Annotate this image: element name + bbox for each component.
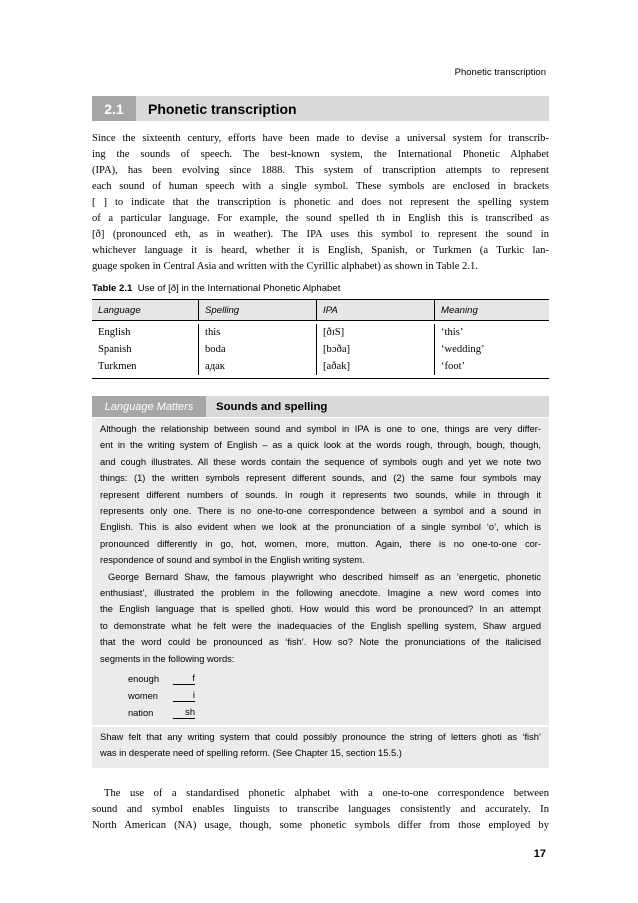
intro-line: guage spoken in Central Asia and written with the Cyrillic alphabet) as shown in Table 2.1. <box>92 261 478 272</box>
example-word: nation <box>128 707 154 718</box>
example-item <box>128 704 195 721</box>
example-sound: sh <box>173 707 195 719</box>
header-ipa: IPA <box>316 300 434 320</box>
language-matters-heading <box>92 396 549 417</box>
lm-line: the English language that is spelled ghoti. How would this word be pronounced? In an attempt <box>100 604 541 615</box>
cell-meaning: ‘this’ <box>434 324 549 341</box>
example-sound: f <box>173 673 195 685</box>
example-word: women <box>128 690 158 701</box>
intro-line: each sound of human speech with a single symbol. These symbols are enclosed in brackets <box>92 181 549 192</box>
box-divider <box>92 725 549 727</box>
cell-ipa: [ðɪS] <box>316 324 434 341</box>
intro-line: [ð] (pronounced eth, as in weather). The IPA uses this symbol to represent the sound in <box>92 229 549 240</box>
example-sound: i <box>173 690 195 702</box>
lm-line: pronounced differently in go, hot, women, more, mutton. Again, there is no one-to-one cor- <box>100 538 541 549</box>
ghoti-example-list <box>128 670 195 687</box>
section-heading-bar <box>92 96 549 121</box>
cell-meaning: ‘foot’ <box>434 358 549 375</box>
lm-line: Shaw felt that any writing system that could possibly pronounce the string of letters ghoti as ‘fish’ <box>100 732 541 742</box>
table-caption-label: Table 2.1 <box>92 283 133 294</box>
intro-paragraph <box>92 131 549 275</box>
cell-language: Turkmen <box>98 361 137 372</box>
closing-line: sound and symbol enables linguists to transcribe languages consistently and accurately. In <box>92 803 549 815</box>
language-matters-conclusion <box>100 729 541 762</box>
table-row <box>92 324 549 341</box>
example-word: enough <box>128 673 160 684</box>
ipa-table <box>92 299 549 379</box>
table-row <box>92 358 549 375</box>
lm-line: English. This is also evident when we look at the pronunciation of a single symbol ‘o’, which is <box>100 522 541 533</box>
page-number: 17 <box>533 847 546 860</box>
lm-line: things: (1) the written symbols represent different sounds, and (2) the same four symbols may <box>100 473 541 484</box>
cell-meaning: ‘wedding’ <box>434 341 549 358</box>
header-spelling: Spelling <box>198 300 316 320</box>
lm-line: that the word could be pronounced as ‘fish’. How so? Note the pronunciations of the italicised <box>100 637 541 648</box>
section-title: Phonetic transcription <box>148 100 297 117</box>
header-meaning: Meaning <box>434 300 549 320</box>
example-item <box>128 670 195 687</box>
cell-spelling: адак <box>198 358 316 375</box>
cell-ipa: [bɔða] <box>316 341 434 358</box>
lm-line: and cough illustrates. All these words contain the sequence of symbols ough and yet we note two <box>100 456 541 467</box>
lm-line: ent in the writing system of English – as a quick look at the words rough, through, bough, though, <box>100 440 541 451</box>
table-row <box>92 341 549 358</box>
intro-line: [ ] to indicate that the transcription is phonetic and does not represent the spelling system <box>92 197 549 208</box>
intro-line: (IPA), has been evolving since 1888. This system of transcription attempts to represent <box>92 165 549 176</box>
lm-line: was in desperate need of spelling reform. (See Chapter 15, section 15.5.) <box>100 748 402 759</box>
language-matters-tag: Language Matters <box>92 396 206 417</box>
lm-line: to demonstrate what he felt were the inadequacies of the English spelling system, Shaw argued <box>100 620 541 631</box>
closing-line: North American (NA) usage, though, some phonetic symbols differ from those employed by <box>92 819 549 831</box>
lm-line: represents only one. There is no one-to-one correspondence between a symbol and a sound in <box>100 506 541 517</box>
cell-language: English <box>98 327 131 338</box>
header-language: Language <box>98 304 141 316</box>
lm-line: enthusiast’, illustrated the problem in the following anecdote. Imagine a new word comes into <box>100 588 541 599</box>
lm-line: represent different numbers of sounds. In rough it represents two sounds, while in through it <box>100 489 541 500</box>
section-number: 2.1 <box>92 96 136 121</box>
intro-line: whichever language it is heard, whether it is English, Spanish, or Turkmen (a Turkic lan- <box>92 245 549 256</box>
table-caption <box>92 283 340 294</box>
example-item <box>128 687 195 704</box>
running-header: Phonetic transcription <box>454 67 546 78</box>
ghoti-example-list <box>128 704 195 721</box>
lm-line: George Bernard Shaw, the famous playwright who described himself as an ‘energetic, phonetic <box>108 571 541 582</box>
intro-line: ing the sounds of speech. The best-known system, the International Phonetic Alphabet <box>92 149 549 160</box>
closing-paragraph <box>92 786 549 834</box>
table-body <box>92 321 549 378</box>
table-header-row <box>92 300 549 321</box>
lm-line: Although the relationship between sound and symbol in IPA is one to one, things are very differ- <box>100 424 541 434</box>
intro-line: Since the sixteenth century, efforts have been made to devise a universal system for transcrib- <box>92 133 549 144</box>
intro-line: of a particular language. For example, the sound spelled th in English this is transcribed as <box>92 213 549 224</box>
lm-line: respondence of sound and symbol in the English writing system. <box>100 555 365 566</box>
lm-line: segments in the following words: <box>100 653 235 664</box>
table-caption-text: Use of [ð] in the International Phonetic Alphabet <box>137 283 341 294</box>
cell-spelling: boda <box>198 341 316 358</box>
cell-language: Spanish <box>98 344 132 355</box>
ghoti-example-list <box>128 687 195 704</box>
cell-ipa: [aðak] <box>316 358 434 375</box>
language-matters-title: Sounds and spelling <box>216 400 328 413</box>
cell-spelling: this <box>198 324 316 341</box>
closing-line: The use of a standardised phonetic alphabet with a one-to-one correspondence between <box>104 787 549 799</box>
language-matters-paragraph <box>100 421 541 667</box>
